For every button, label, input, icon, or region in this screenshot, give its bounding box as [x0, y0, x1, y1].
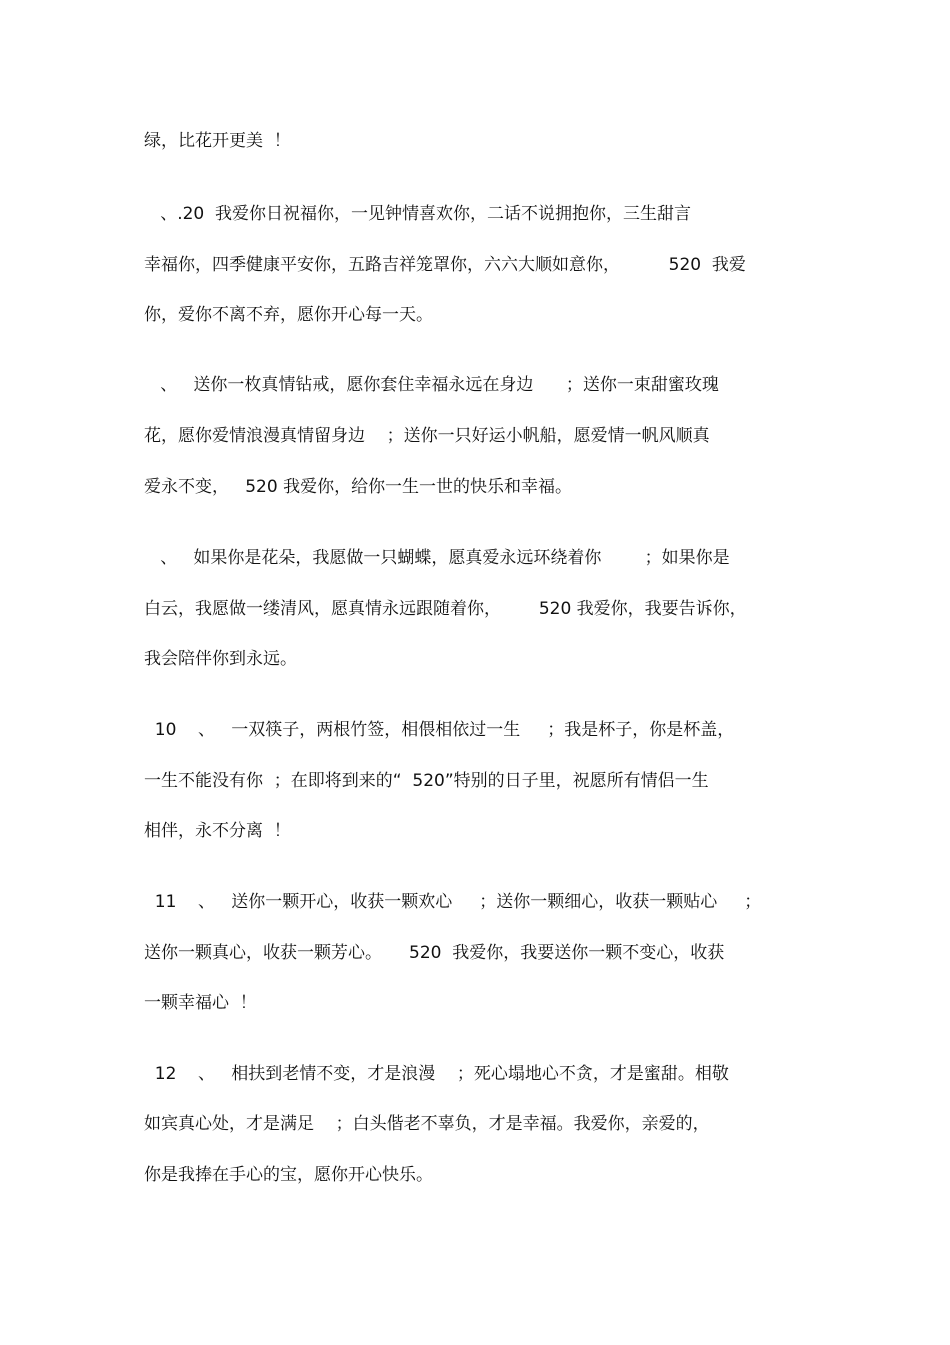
text-line: 、 如果你是花朵，我愿做一只蝴蝶，愿真爱永远环绕着你 ；如果你是	[144, 548, 730, 568]
text-line: 白云，我愿做一缕清风，愿真情永远跟随着你， 520 我爱你，我要告诉你，	[144, 599, 747, 619]
text-line: 花，愿你爱情浪漫真情留身边 ；送你一只好运小帆船，愿爱情一帆风顺真	[144, 426, 710, 446]
text-line: 幸福你，四季健康平安你，五路吉祥笼罩你，六六大顺如意你， 520 我爱	[144, 255, 746, 275]
text-line: 10 、 一双筷子，两根竹签，相偎相依过一生 ；我是杯子，你是杯盖，	[144, 720, 735, 740]
text-line: 你，爱你不离不弃，愿你开心每一天。	[144, 305, 433, 325]
text-line: 你是我捧在手心的宝，愿你开心快乐。	[144, 1165, 433, 1185]
text-line: 我会陪伴你到永远。	[144, 649, 297, 669]
text-line: 一生不能没有你 ；在即将到来的“ 520”特别的日子里，祝愿所有情侣一生	[144, 771, 709, 791]
text-line: 相伴，永不分离 ！	[144, 821, 291, 841]
text-line: 送你一颗真心，收获一颗芳心。 520 我爱你，我要送你一颗不变心，收获	[144, 943, 725, 963]
text-line: 、 送你一枚真情钻戒，愿你套住幸福永远在身边 ；送你一束甜蜜玫瑰	[144, 375, 719, 395]
text-line: 11 、 送你一颗开心，收获一颗欢心 ；送你一颗细心，收获一颗贴心 ；	[144, 892, 762, 912]
text-line: 爱永不变， 520 我爱你，给你一生一世的快乐和幸福。	[144, 477, 573, 497]
text-line: 绿，比花开更美 ！	[144, 131, 291, 151]
text-line: 如宾真心处，才是满足 ；白头偕老不辜负，才是幸福。我爱你，亲爱的，	[144, 1114, 710, 1134]
text-line: 、.20 我爱你日祝福你，一见钟情喜欢你，二话不说拥抱你，三生甜言	[144, 204, 692, 224]
text-line: 12 、 相扶到老情不变，才是浪漫 ；死心塌地心不贪，才是蜜甜。相敬	[144, 1064, 729, 1084]
text-line: 一颗幸福心 ！	[144, 993, 257, 1013]
